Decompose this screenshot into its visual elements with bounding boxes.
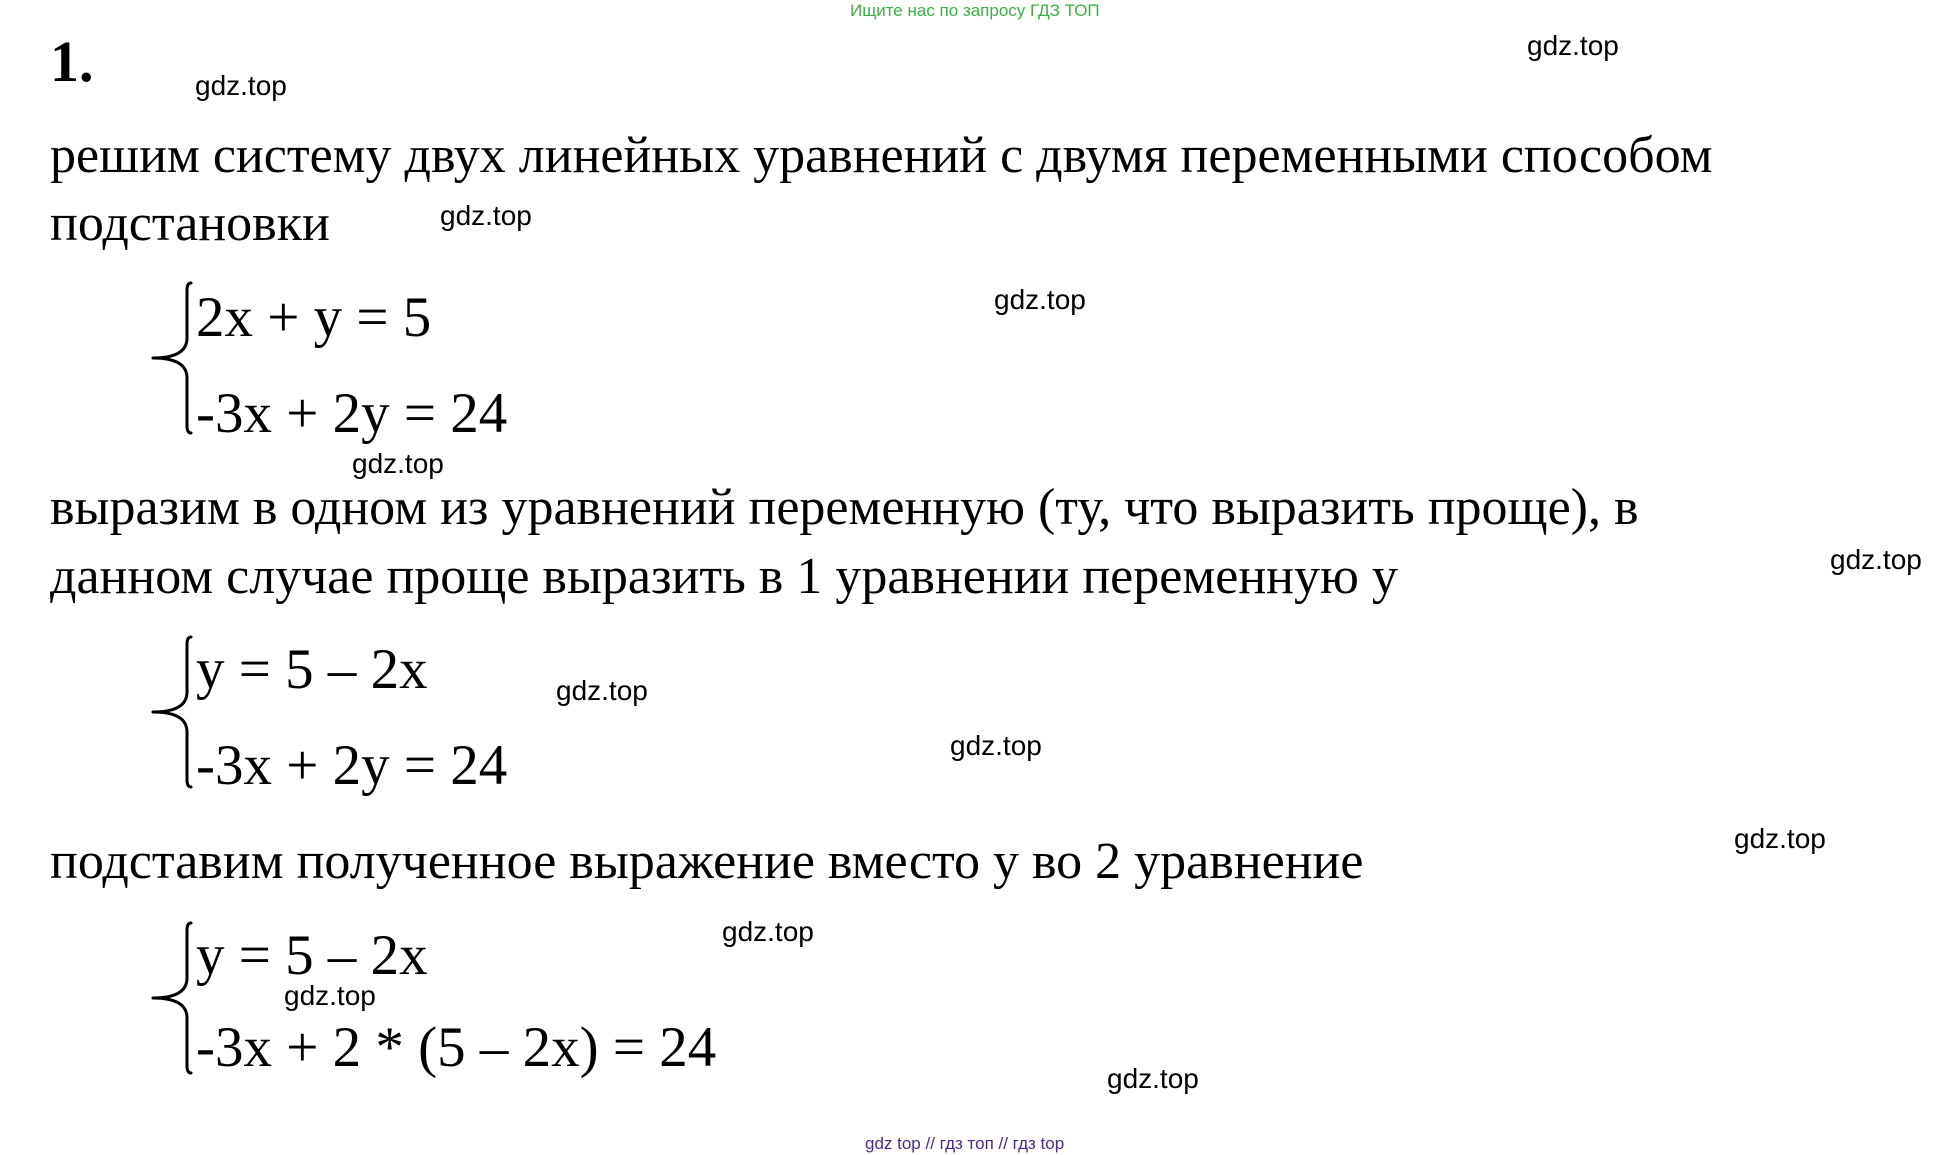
system-3-brace	[145, 918, 195, 1078]
system-2-equation-2: -3x + 2y = 24	[196, 734, 508, 797]
system-2-brace	[145, 632, 195, 792]
watermark: gdz.top	[1830, 544, 1922, 575]
watermark: gdz.top	[556, 675, 648, 706]
system-1-equation-2: -3x + 2y = 24	[196, 382, 508, 445]
paragraph-2-line-1: выразим в одном из уравнений переменную (ту, что выразить проще), в	[50, 479, 1639, 536]
task-number: 1.	[50, 29, 94, 94]
watermark: gdz.top	[284, 980, 376, 1011]
paragraph-3-line-1: подставим полученное выражение вместо у во 2 уравнение	[50, 833, 1364, 890]
watermark: gdz.top	[1734, 823, 1826, 854]
paragraph-2-line-2: данном случае проще выразить в 1 уравнении переменную у	[50, 548, 1398, 605]
watermark: gdz.top	[1527, 30, 1619, 61]
watermark: gdz.top	[994, 284, 1086, 315]
system-1-brace	[145, 278, 195, 438]
system-3-equation-2: -3x + 2 * (5 – 2x) = 24	[196, 1016, 717, 1079]
footer-links[interactable]: gdz top // гдз топ // гдз top	[865, 1134, 1065, 1153]
watermark: gdz.top	[440, 200, 532, 231]
system-2-equation-1: y = 5 – 2x	[196, 638, 428, 701]
watermark: gdz.top	[1107, 1063, 1199, 1094]
paragraph-1-line-2: подстановки	[50, 195, 330, 252]
watermark: gdz.top	[722, 916, 814, 947]
watermark: gdz.top	[352, 448, 444, 479]
system-3-equation-1: y = 5 – 2x	[196, 924, 428, 987]
system-1-equation-1: 2x + y = 5	[196, 286, 432, 349]
watermark: gdz.top	[950, 730, 1042, 761]
top-banner[interactable]: Ищите нас по запросу ГДЗ ТОП	[850, 1, 1100, 20]
paragraph-1-line-1: решим систему двух линейных уравнений с двумя переменными способом	[50, 127, 1713, 184]
watermark: gdz.top	[195, 70, 287, 101]
